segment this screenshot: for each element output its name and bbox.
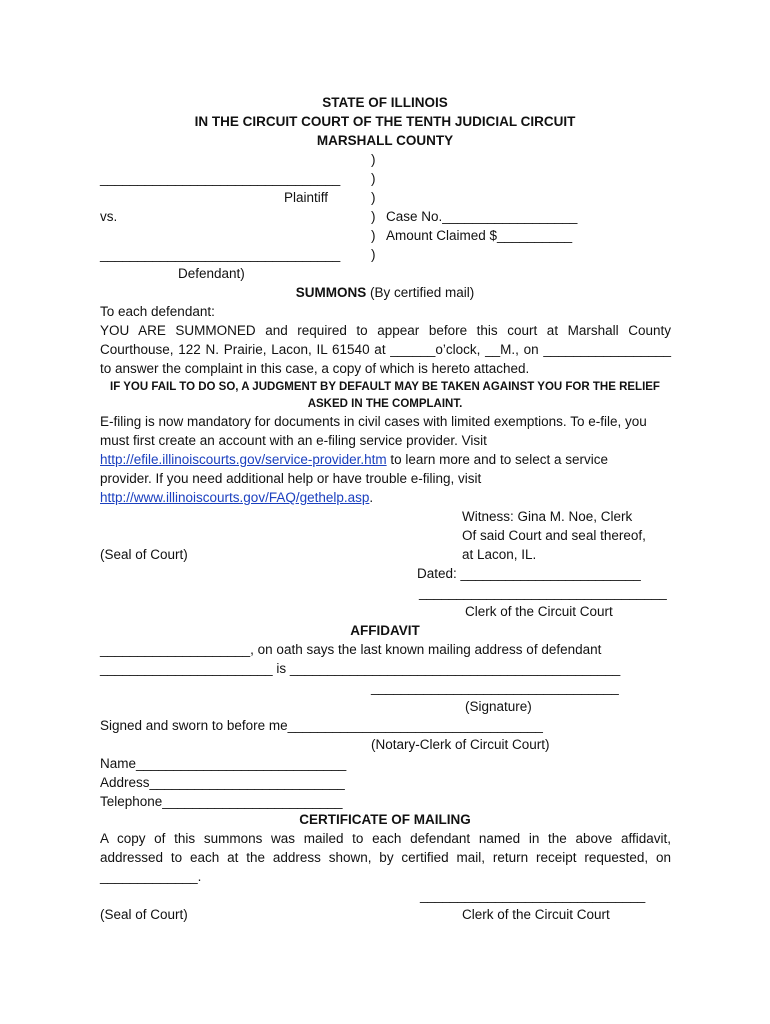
summons-para-line: YOU ARE SUMMONED and required to appear before this court at Marshall County bbox=[100, 323, 671, 338]
service-provider-link[interactable]: http://efile.illinoiscourts.gov/service-provider.htm bbox=[100, 452, 387, 467]
seal-of-court: (Seal of Court) bbox=[100, 547, 188, 562]
header-state: STATE OF ILLINOIS bbox=[322, 95, 448, 110]
affidavit-title: AFFIDAVIT bbox=[350, 623, 420, 638]
certificate-clerk-label: Clerk of the Circuit Court bbox=[462, 907, 610, 922]
caption-paren: ) bbox=[371, 171, 376, 186]
caption-paren: ) bbox=[371, 228, 376, 243]
telephone-field: Telephone________________________ bbox=[100, 794, 343, 809]
certificate-clerk-signature-blank: ______________________________ bbox=[420, 888, 646, 903]
certificate-line: A copy of this summons was mailed to each defendant named in the above affidavit, bbox=[100, 831, 671, 846]
efile-text: provider. If you need additional help or have trouble e-filing, visit bbox=[100, 471, 482, 486]
plaintiff-blank: ________________________________ bbox=[100, 171, 341, 186]
vs-label: vs. bbox=[100, 209, 118, 224]
dated-field: Dated: ________________________ bbox=[417, 566, 641, 581]
clerk-label: Clerk of the Circuit Court bbox=[465, 604, 613, 619]
plaintiff-label: Plaintiff bbox=[284, 190, 329, 205]
affidavit-line: ____________________, on oath says the last known mailing address of defendant bbox=[100, 642, 602, 657]
header-court: IN THE CIRCUIT COURT OF THE TENTH JUDICIAL CIRCUIT bbox=[194, 114, 576, 129]
efile-text: to learn more and to select a service bbox=[386, 452, 608, 467]
certificate-seal-of-court: (Seal of Court) bbox=[100, 907, 188, 922]
certificate-line: addressed to each at the address shown, by certified mail, return receipt requested, on bbox=[100, 850, 671, 865]
efile-period: . bbox=[369, 490, 374, 505]
header-county: MARSHALL COUNTY bbox=[316, 133, 454, 148]
summons-para-line: to answer the complaint in this case, a copy of which is hereto attached. bbox=[100, 361, 530, 376]
efile-text: E-filing is now mandatory for documents in civil cases with limited exemptions. To e-file, you bbox=[100, 414, 647, 429]
gethelp-link[interactable]: http://www.illinoiscourts.gov/FAQ/gethelp.asp bbox=[100, 490, 370, 505]
witness-line: Of said Court and seal thereof, bbox=[462, 528, 646, 543]
signature-label: (Signature) bbox=[465, 699, 532, 714]
notary-label: (Notary-Clerk of Circuit Court) bbox=[371, 737, 550, 752]
clerk-signature-blank: _________________________________ bbox=[419, 585, 667, 600]
caption-paren: ) bbox=[371, 190, 376, 205]
summons-heading bbox=[0, 284, 770, 302]
defendant-blank: ________________________________ bbox=[100, 247, 341, 262]
witness-line: Witness: Gina M. Noe, Clerk bbox=[462, 509, 633, 524]
certificate-title: CERTIFICATE OF MAILING bbox=[299, 812, 471, 827]
to-each-defendant: To each defendant: bbox=[100, 304, 215, 319]
amount-claimed-field: Amount Claimed $__________ bbox=[386, 228, 573, 243]
default-warning: ASKED IN THE COMPLAINT. bbox=[307, 398, 463, 410]
efile-text: must first create an account with an e-filing service provider. Visit bbox=[100, 433, 487, 448]
name-field: Name____________________________ bbox=[100, 756, 347, 771]
caption-paren: ) bbox=[371, 152, 376, 167]
case-number-field: Case No.__________________ bbox=[386, 209, 578, 224]
efile-text-line bbox=[100, 489, 373, 507]
default-warning: IF YOU FAIL TO DO SO, A JUDGMENT BY DEFAULT MAY BE TAKEN AGAINST YOU FOR THE RELIEF bbox=[110, 381, 660, 393]
certificate-date-blank: _____________. bbox=[100, 869, 202, 884]
caption-paren: ) bbox=[371, 247, 376, 262]
witness-line: at Lacon, IL. bbox=[462, 547, 537, 562]
summons-para-line: Courthouse, 122 N. Prairie, Lacon, IL 61540 at ______o’clock, __M., on _________________ bbox=[100, 342, 671, 357]
affidavit-line: _______________________ is ____________________________________________ bbox=[100, 661, 621, 676]
summons-title: SUMMONS bbox=[295, 285, 367, 300]
sworn-line: Signed and sworn to before me__________________________________ bbox=[100, 718, 543, 733]
affidavit-signature-blank: _________________________________ bbox=[371, 680, 619, 695]
summons-subtitle: (By certified mail) bbox=[369, 285, 475, 300]
efile-text-line bbox=[100, 451, 608, 469]
defendant-label: Defendant) bbox=[178, 266, 245, 281]
address-field: Address__________________________ bbox=[100, 775, 345, 790]
caption-paren: ) bbox=[371, 209, 376, 224]
